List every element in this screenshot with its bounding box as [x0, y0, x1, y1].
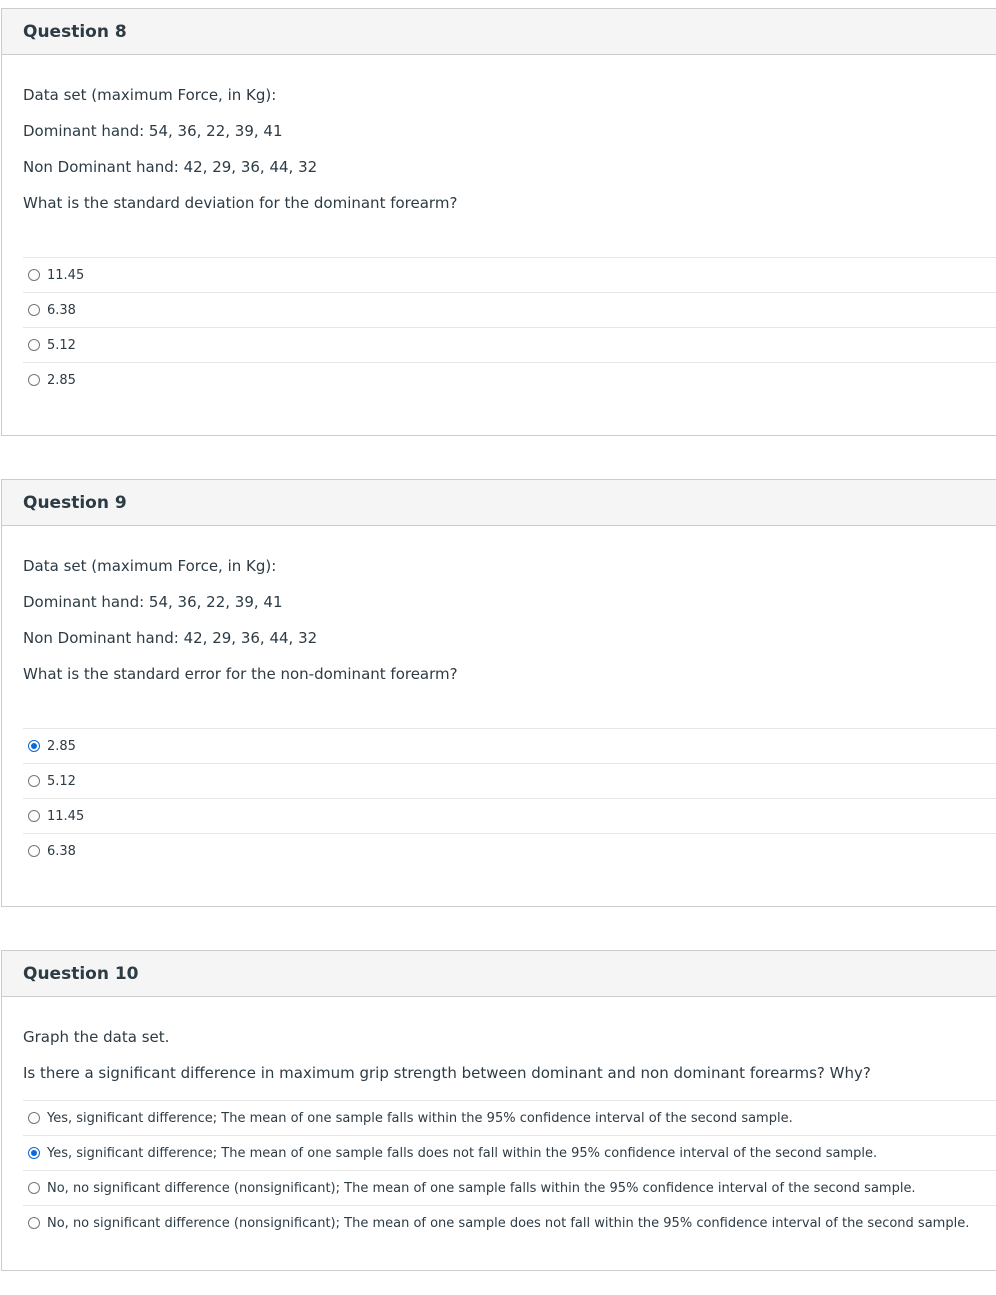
question-text: What is the standard deviation for the dominant forearm? — [23, 194, 458, 212]
radio-button[interactable] — [28, 374, 40, 386]
radio-button[interactable] — [28, 775, 40, 787]
radio-button[interactable] — [28, 1147, 40, 1159]
question-8 — [1, 8, 996, 436]
question-header — [2, 951, 996, 997]
answer-label[interactable]: Yes, significant difference; The mean of one sample falls does not fall within the 95% confidence interval of the second sample. — [47, 1145, 878, 1161]
question-body — [2, 55, 996, 397]
question-text: Data set (maximum Force, in Kg): — [23, 557, 277, 575]
radio-button[interactable] — [28, 269, 40, 281]
radio-button[interactable] — [28, 740, 40, 752]
answer-label[interactable]: No, no significant difference (nonsignificant); The mean of one sample falls within the 95% confidence interval of the second sample. — [47, 1180, 916, 1196]
answer-option[interactable] — [23, 1135, 996, 1170]
answer-option[interactable] — [23, 833, 996, 868]
question-body — [2, 526, 996, 868]
answer-label[interactable]: 2.85 — [47, 372, 76, 388]
question-text: Dominant hand: 54, 36, 22, 39, 41 — [23, 122, 283, 140]
question-9 — [1, 479, 996, 907]
answer-option[interactable] — [23, 728, 996, 763]
answer-label[interactable]: 6.38 — [47, 843, 76, 859]
answer-option[interactable] — [23, 798, 996, 833]
answer-list — [23, 257, 996, 397]
question-title: Question 10 — [23, 963, 139, 984]
answer-label[interactable]: Yes, significant difference; The mean of one sample falls within the 95% confidence interval of the second sample. — [47, 1110, 793, 1126]
answer-label[interactable]: 11.45 — [47, 808, 85, 824]
answer-label[interactable]: 2.85 — [47, 738, 76, 754]
question-10 — [1, 950, 996, 1271]
radio-button[interactable] — [28, 1112, 40, 1124]
answer-list — [23, 1100, 996, 1240]
radio-button[interactable] — [28, 339, 40, 351]
answer-option[interactable] — [23, 763, 996, 798]
answer-option[interactable] — [23, 292, 996, 327]
answer-label[interactable]: No, no significant difference (nonsignificant); The mean of one sample does not fall within the 95% confidence interval of the second sample. — [47, 1215, 970, 1231]
question-body — [2, 997, 996, 1240]
answer-label[interactable]: 5.12 — [47, 337, 76, 353]
answer-label[interactable]: 5.12 — [47, 773, 76, 789]
answer-label[interactable]: 6.38 — [47, 302, 76, 318]
question-header — [2, 9, 996, 55]
question-text: Graph the data set. — [23, 1028, 170, 1046]
answer-option[interactable] — [23, 257, 996, 292]
answer-option[interactable] — [23, 362, 996, 397]
radio-button[interactable] — [28, 1217, 40, 1229]
question-text: Non Dominant hand: 42, 29, 36, 44, 32 — [23, 158, 318, 176]
question-title: Question 8 — [23, 21, 127, 42]
answer-option[interactable] — [23, 1100, 996, 1135]
question-header — [2, 480, 996, 526]
answer-label[interactable]: 11.45 — [47, 267, 85, 283]
question-text: Non Dominant hand: 42, 29, 36, 44, 32 — [23, 629, 318, 647]
question-text: What is the standard error for the non-dominant forearm? — [23, 665, 458, 683]
radio-button[interactable] — [28, 845, 40, 857]
question-text: Data set (maximum Force, in Kg): — [23, 86, 277, 104]
answer-list — [23, 728, 996, 868]
answer-option[interactable] — [23, 1205, 996, 1240]
question-text: Is there a significant difference in maximum grip strength between dominant and non dominant forearms? Why? — [23, 1064, 871, 1082]
radio-button[interactable] — [28, 1182, 40, 1194]
question-title: Question 9 — [23, 492, 127, 513]
question-text: Dominant hand: 54, 36, 22, 39, 41 — [23, 593, 283, 611]
radio-button[interactable] — [28, 810, 40, 822]
answer-option[interactable] — [23, 327, 996, 362]
answer-option[interactable] — [23, 1170, 996, 1205]
radio-button[interactable] — [28, 304, 40, 316]
